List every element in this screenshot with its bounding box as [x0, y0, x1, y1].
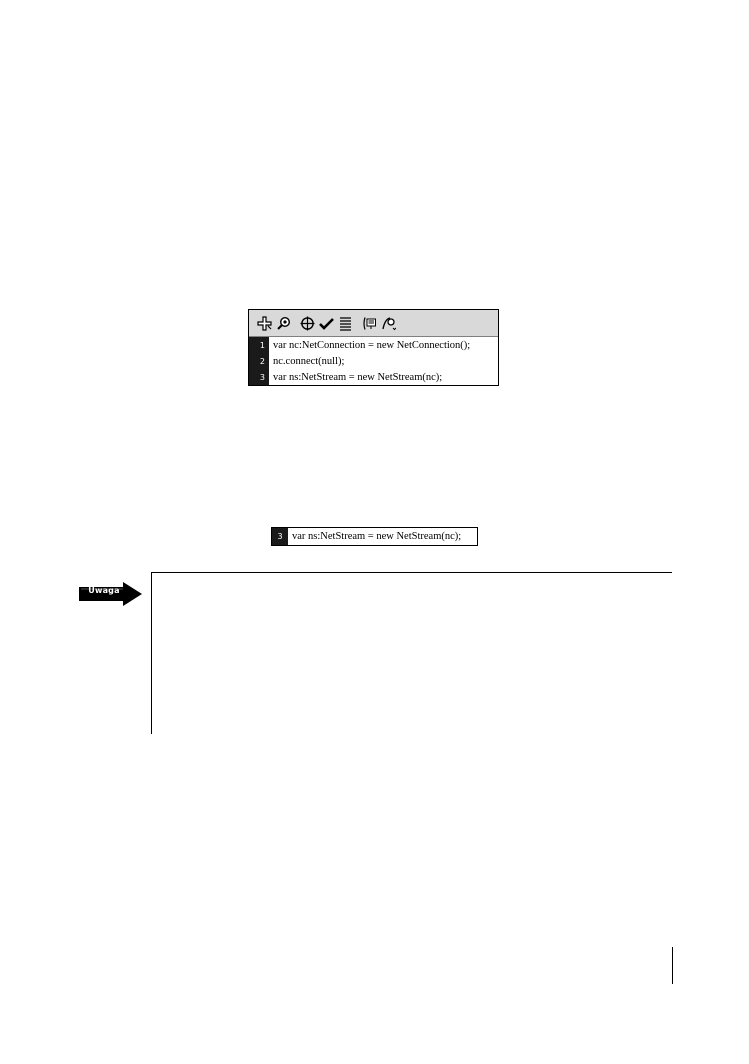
- code-text: nc.connect(null);: [273, 355, 345, 367]
- line-number: 1: [259, 340, 265, 350]
- code-line: [249, 337, 498, 353]
- line-number: 2: [259, 356, 265, 366]
- auto-format-icon[interactable]: [338, 316, 353, 331]
- note-badge-label: Uwaga: [88, 586, 120, 595]
- code-snippet: [271, 527, 478, 546]
- check-syntax-icon[interactable]: [319, 316, 334, 331]
- code-line: [249, 369, 498, 385]
- page-margin-rule: [672, 947, 673, 984]
- find-icon[interactable]: [276, 316, 291, 331]
- code-editor: [248, 309, 499, 386]
- add-statement-icon[interactable]: [257, 316, 272, 331]
- code-line: [249, 353, 498, 369]
- line-number: 3: [259, 372, 265, 382]
- code-text: var nc:NetConnection = new NetConnection();: [273, 339, 471, 351]
- code-area[interactable]: [249, 337, 498, 385]
- code-text: var ns:NetStream = new NetStream(nc);: [273, 371, 443, 383]
- note-box: [151, 572, 672, 734]
- target-path-icon[interactable]: [300, 316, 315, 331]
- line-number: 3: [272, 528, 288, 545]
- note-badge: [77, 582, 143, 606]
- editor-toolbar: [249, 310, 498, 337]
- code-hint-icon[interactable]: [362, 316, 377, 331]
- code-text: var ns:NetStream = new NetStream(nc);: [292, 531, 462, 542]
- debug-options-icon[interactable]: [381, 316, 396, 331]
